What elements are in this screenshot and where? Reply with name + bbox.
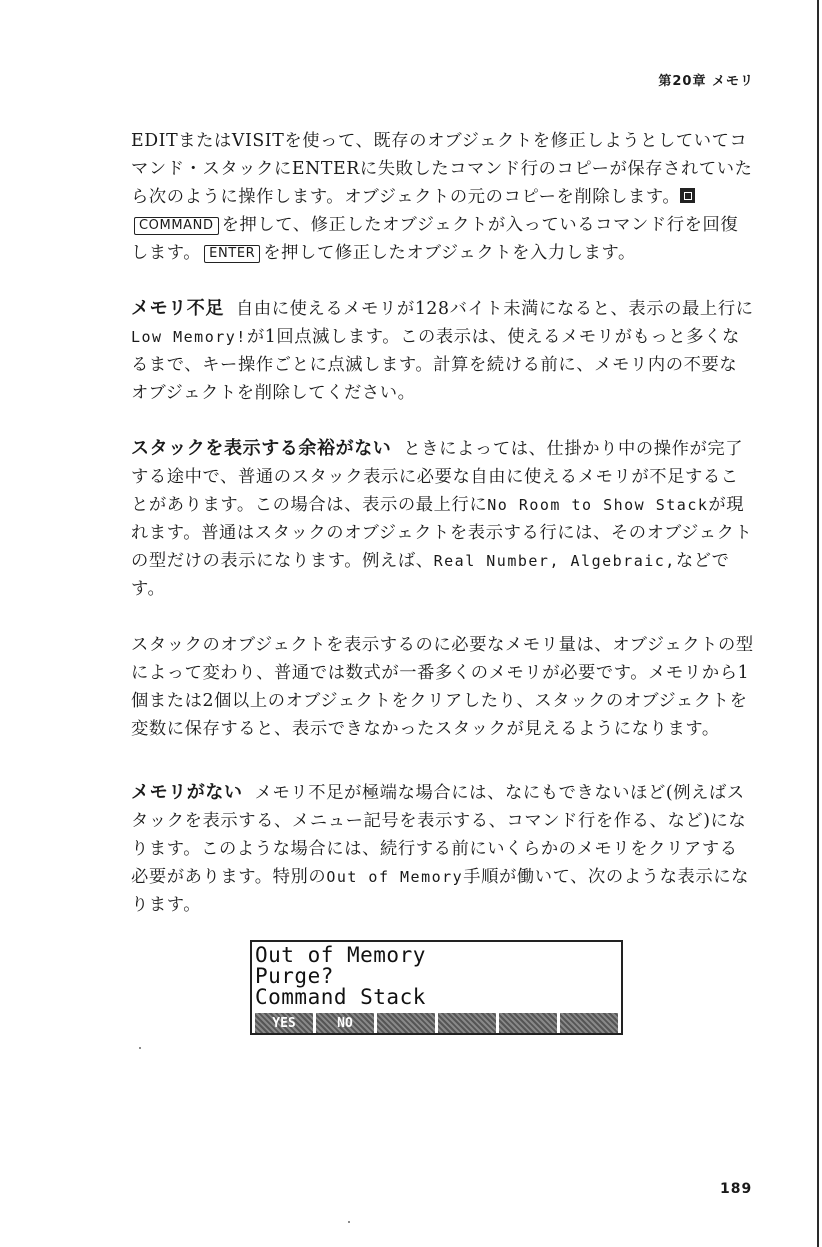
paragraph-low-memory (131, 295, 755, 407)
menu-row (255, 1013, 618, 1033)
lcd-message: Out of Memory (326, 868, 464, 886)
lcd-message: Real Number, Algebraic, (433, 552, 676, 570)
paragraph-text: を押して修正したオブジェクトを入力します。 (263, 243, 636, 263)
lcd-message: No Room to Show Stack (487, 496, 709, 514)
section-heading: メモリ不足 (131, 298, 224, 319)
paragraph-text: 手順が働いて、次のような表示になります。 (131, 867, 749, 915)
paragraph-no-room (131, 435, 755, 603)
paragraph-edit-visit (131, 127, 755, 267)
paragraph-text: EDITまたはVISITを使って、既存のオブジェクトを修正しようとしていてコマンド・スタックにENTERに失敗したコマンド行のコピーが保存されていたら次のように操作します。オブジェクトの元のコピーを削除します。 (131, 131, 753, 207)
menu-key-blank (560, 1013, 618, 1033)
scan-speck (348, 1221, 350, 1223)
shift-key-icon (680, 188, 695, 203)
menu-key-no: NO (316, 1013, 374, 1033)
screen-line-3: Command Stack (255, 985, 426, 1009)
paragraph-text: を押して、修正したオブジェクトが入っているコマンド行を回復します。 (131, 215, 739, 263)
enter-key: ENTER (204, 245, 260, 263)
paragraph-text: 自由に使えるメモリが128バイト未満になると、表示の最上行に (236, 299, 754, 319)
page-edge-rule (817, 0, 819, 1247)
menu-key-yes: YES (255, 1013, 313, 1033)
paragraph-text: スタックのオブジェクトを表示するのに必要なメモリ量は、オブジェクトの型によって変わり、普通では数式が一番多くのメモリが必要です。メモリから1個または2個以上のオブジェクトをクリアしたり、スタックのオブジェクトを変数に保存すると、表示できなかったスタックが見えるようになります。 (131, 635, 754, 739)
screen-line-2: Purge? (255, 964, 334, 988)
paragraph-out-of-memory (131, 779, 755, 919)
command-key: COMMAND (134, 217, 219, 235)
chapter-header: 第20章 メモリ (658, 74, 754, 89)
paragraph-text: などです。 (131, 551, 730, 599)
page-number: 189 (720, 1181, 753, 1197)
paragraph-text: メモリ不足が極端な場合には、なにもできないほど(例えばスタックを表示する、メニュー記号を表示する、コマンド行を作る、など)になります。このような場合には、続行する前にいくらかのメモリをクリアする必要があります。特別の (131, 783, 747, 887)
lcd-message: Low Memory! (131, 328, 247, 346)
calculator-screen (250, 940, 623, 1035)
menu-key-blank (499, 1013, 557, 1033)
paragraph-text: が1回点滅します。この表示は、使えるメモリがもっと多くなるまで、キー操作ごとに点滅します。計算を続ける前に、メモリ内の不要なオブジェクトを削除してください。 (131, 327, 740, 403)
screen-line-1: Out of Memory (255, 943, 426, 967)
section-heading: メモリがない (131, 782, 243, 803)
paragraph-memory-amount (131, 631, 755, 743)
paragraph-text: が現れます。普通はスタックのオブジェクトを表示する行には、そのオブジェクトの型だけの表示になります。例えば、 (131, 495, 753, 571)
section-heading: スタックを表示する余裕がない (131, 438, 392, 459)
menu-key-blank (438, 1013, 496, 1033)
scan-speck (139, 1047, 141, 1049)
menu-key-blank (377, 1013, 435, 1033)
paragraph-text: ときによっては、仕掛かり中の操作が完了する途中で、普通のスタック表示に必要な自由に使えるメモリが不足することがあります。この場合は、表示の最上行に (131, 439, 744, 515)
